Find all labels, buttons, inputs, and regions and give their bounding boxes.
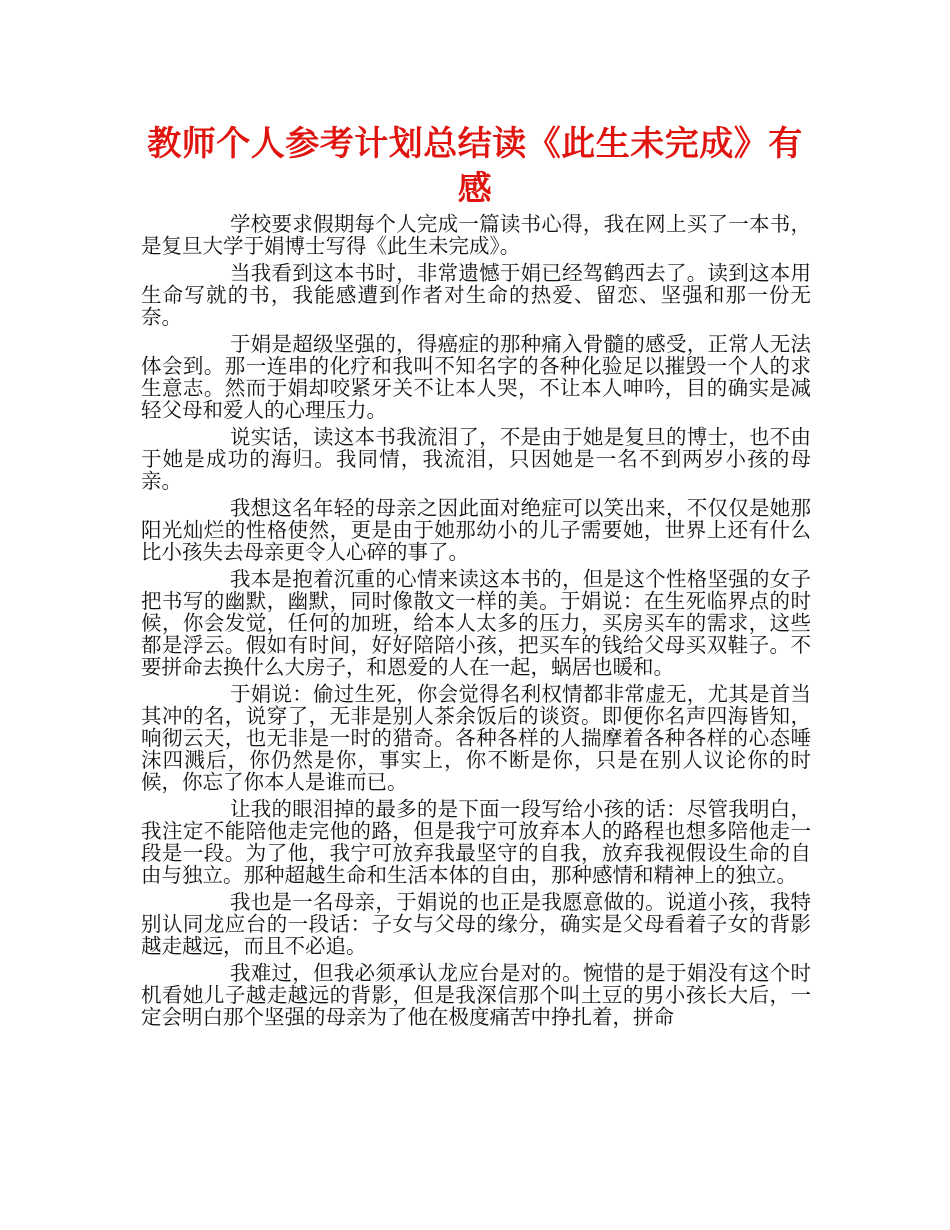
paragraph: 我难过，但我必须承认龙应台是对的。惋惜的是于娟没有这个时机看她儿子越走越远的背影，但是我深信那个叫土豆的男小孩长大后，一定会明白那个坚强的母亲为了他在极度痛苦中挣扎着，拼命 — [141, 961, 811, 1029]
paragraph: 当我看到这本书时，非常遗憾于娟已经驾鹤西去了。读到这本用生命写就的书，我能感遭到作者对生命的热爱、留恋、坚强和那一份无奈。 — [141, 261, 811, 329]
paragraph: 于娟说：偷过生死，你会觉得名利权情都非常虚无，尤其是首当其冲的名，说穿了，无非是别人茶余饭后的谈资。即便你名声四海皆知，响彻云天，也无非是一时的猎奇。各种各样的人揣摩着各种各样的心态唾沫四溅后，你仍然是你，事实上，你不断是你，只是在别人议论你的时候，你忘了你本人是谁而已。 — [141, 682, 811, 794]
paragraph: 于娟是超级坚强的，得癌症的那种痛入骨髓的感受，正常人无法体会到。那一连串的化疗和我叫不知名字的各种化验足以摧毁一个人的求生意志。然而于娟却咬紧牙关不让本人哭，不让本人呻吟，目的确实是减轻父母和爱人的心理压力。 — [141, 332, 811, 422]
paragraph: 我想这名年轻的母亲之因此面对绝症可以笑出来，不仅仅是她那阳光灿烂的性格使然，更是由于她那幼小的儿子需要她，世界上还有什么比小孩失去母亲更令人心碎的事了。 — [141, 496, 811, 564]
paragraph: 我本是抱着沉重的心情来读这本书的，但是这个性格坚强的女子把书写的幽默，幽默，同时像散文一样的美。于娟说：在生死临界点的时候，你会发觉，任何的加班，给本人太多的压力，买房买车的需求，这些都是浮云。假如有时间，好好陪陪小孩，把买车的钱给父母买双鞋子。不要拼命去换什么大房子，和恩爱的人在一起，蜗居也暖和。 — [141, 567, 811, 679]
paragraph: 学校要求假期每个人完成一篇读书心得，我在网上买了一本书，是复旦大学于娟博士写得《此生未完成》。 — [141, 212, 811, 258]
document-body — [141, 213, 811, 1033]
paragraph: 说实话，读这本书我流泪了，不是由于她是复旦的博士，也不由于她是成功的海归。我同情，我流泪，只因她是一名不到两岁小孩的母亲。 — [141, 425, 811, 493]
document-title: 教师个人参考计划总结读《此生未完成》有感 — [147, 124, 803, 209]
paragraph: 我也是一名母亲，于娟说的也正是我愿意做的。说道小孩，我特别认同龙应台的一段话：子女与父母的缘分，确实是父母看着子女的背影越走越远，而且不必追。 — [141, 890, 811, 958]
paragraph: 让我的眼泪掉的最多的是下面一段写给小孩的话：尽管我明白，我注定不能陪他走完他的路，但是我宁可放弃本人的路程也想多陪他走一段是一段。为了他，我宁可放弃我最坚守的自我，放弃我视假设生命的自由与独立。那种超越生命和生活本体的自由，那种感情和精神上的独立。 — [141, 797, 811, 887]
